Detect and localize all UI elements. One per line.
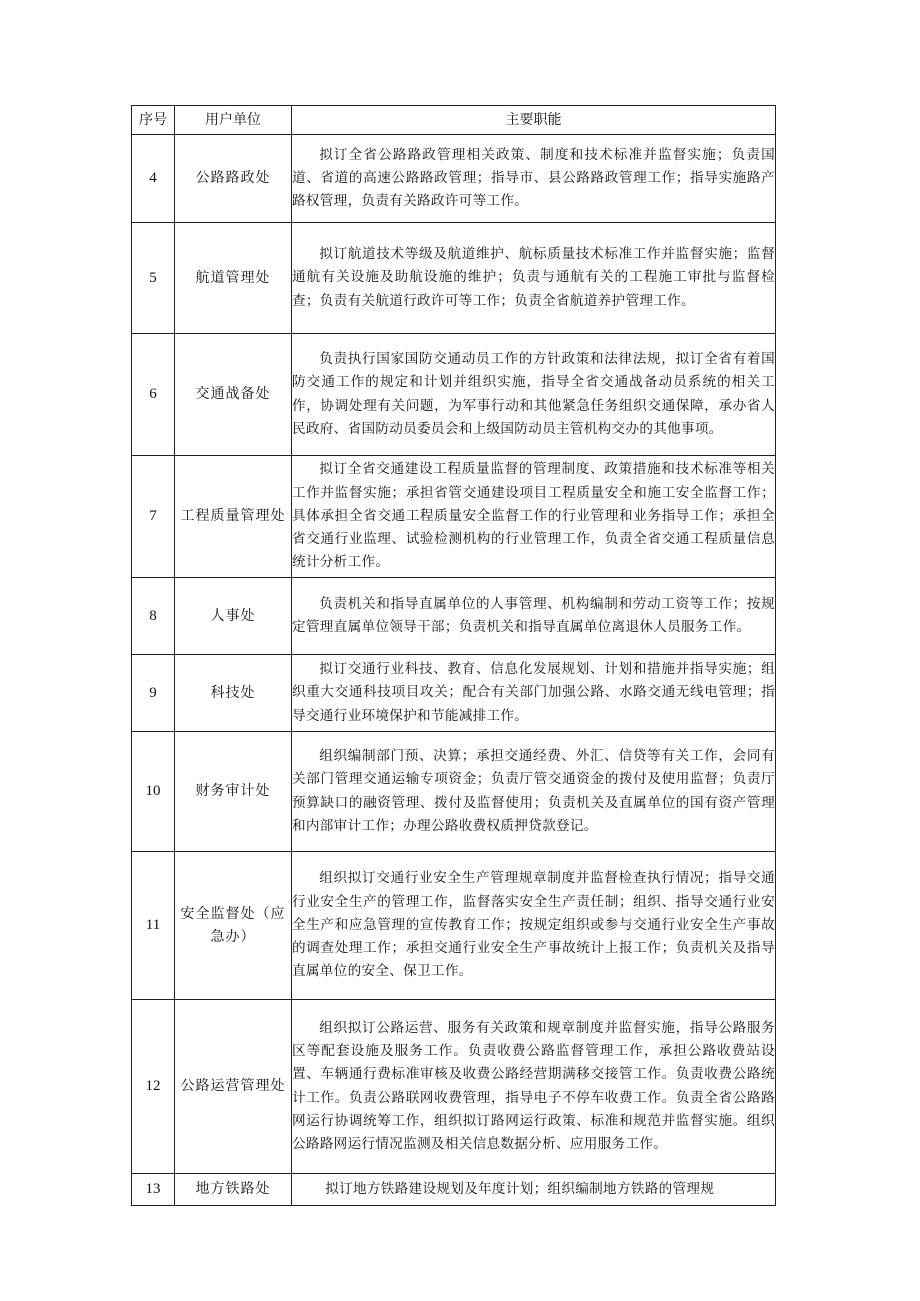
row-unit: 公路路政处 bbox=[175, 135, 292, 223]
table-row bbox=[132, 456, 776, 578]
table-row bbox=[132, 1174, 776, 1206]
table-header-row bbox=[132, 106, 776, 135]
row-duties: 组织编制部门预、决算；承担交通经费、外汇、信贷等有关工作，会同有关部门管理交通运输专项资金；负责厅管交通资金的拨付及使用监督；负责厅预算缺口的融资管理、拨付及监督使用；负责机关及直属单位的国有资产管理和内部审计工作；办理公路收费权质押贷款登记。 bbox=[292, 732, 776, 852]
header-duties: 主要职能 bbox=[292, 106, 776, 135]
row-unit: 航道管理处 bbox=[175, 223, 292, 334]
table-row bbox=[132, 334, 776, 456]
table-row bbox=[132, 223, 776, 334]
row-duties: 拟订交通行业科技、教育、信息化发展规划、计划和措施并指导实施；组织重大交通科技项目攻关；配合有关部门加强公路、水路交通无线电管理；指导交通行业环境保护和节能减排工作。 bbox=[292, 655, 776, 732]
row-index: 4 bbox=[132, 135, 175, 223]
row-index: 9 bbox=[132, 655, 175, 732]
row-unit: 交通战备处 bbox=[175, 334, 292, 456]
row-index: 5 bbox=[132, 223, 175, 334]
table-row bbox=[132, 135, 776, 223]
header-index: 序号 bbox=[132, 106, 175, 135]
table-row bbox=[132, 655, 776, 732]
row-unit: 安全监督处（应急办） bbox=[175, 852, 292, 1000]
row-unit: 科技处 bbox=[175, 655, 292, 732]
table-row bbox=[132, 852, 776, 1000]
row-unit: 地方铁路处 bbox=[175, 1174, 292, 1206]
table-row bbox=[132, 732, 776, 852]
row-index: 10 bbox=[132, 732, 175, 852]
row-duties: 拟订航道技术等级及航道维护、航标质量技术标准工作并监督实施；监督通航有关设施及助航设施的维护；负责与通航有关的工程施工审批与监督检查；负责有关航道行政许可等工作；负责全省航道养护管理工作。 bbox=[292, 223, 776, 334]
row-unit: 财务审计处 bbox=[175, 732, 292, 852]
row-index: 8 bbox=[132, 578, 175, 655]
duties-table bbox=[131, 105, 776, 1206]
row-duties: 组织拟订交通行业安全生产管理规章制度并监督检查执行情况；指导交通行业安全生产的管理工作，监督落实安全生产责任制；组织、指导交通行业安全生产和应急管理的宣传教育工作；按规定组织或参与交通行业安全生产事故的调查处理工作；承担交通行业安全生产事故统计上报工作；负责机关及指导直属单位的安全、保卫工作。 bbox=[292, 852, 776, 1000]
row-duties: 组织拟订公路运营、服务有关政策和规章制度并监督实施，指导公路服务区等配套设施及服务工作。负责收费公路监督管理工作，承担公路收费站设置、车辆通行费标准审核及收费公路经营期满移交接管工作。负责收费公路统计工作。负责公路联网收费管理，指导电子不停车收费工作。负责全省公路路网运行协调统筹工作，组织拟订路网运行政策、标准和规范并监督实施。组织公路路网运行情况监测及相关信息数据分析、应用服务工作。 bbox=[292, 1000, 776, 1174]
table-row bbox=[132, 1000, 776, 1174]
row-duties: 负责执行国家国防交通动员工作的方针政策和法律法规，拟订全省有着国防交通工作的规定和计划并组织实施，指导全省交通战备动员系统的相关工作，协调处理有关问题，为军事行动和其他紧急任务组织交通保障，承办省人民政府、省国防动员委员会和上级国防动员主管机构交办的其他事项。 bbox=[292, 334, 776, 456]
row-index: 13 bbox=[132, 1174, 175, 1206]
row-unit: 人事处 bbox=[175, 578, 292, 655]
row-index: 6 bbox=[132, 334, 175, 456]
row-duties: 拟订全省交通建设工程质量监督的管理制度、政策措施和技术标准等相关工作并监督实施；承担省管交通建设项目工程质量安全和施工安全监督工作；具体承担全省交通工程质量安全监督工作的行业管理和业务指导工作；承担全省交通行业监理、试验检测机构的行业管理工作，负责全省交通工程质量信息统计分析工作。 bbox=[292, 456, 776, 578]
row-duties: 负责机关和指导直属单位的人事管理、机构编制和劳动工资等工作；按规定管理直属单位领导干部；负责机关和指导直属单位离退休人员服务工作。 bbox=[292, 578, 776, 655]
row-unit: 公路运营管理处 bbox=[175, 1000, 292, 1174]
row-duties: 拟订地方铁路建设规划及年度计划；组织编制地方铁路的管理规 bbox=[292, 1174, 776, 1206]
row-unit: 工程质量管理处 bbox=[175, 456, 292, 578]
header-unit: 用户单位 bbox=[175, 106, 292, 135]
row-index: 7 bbox=[132, 456, 175, 578]
table-row bbox=[132, 578, 776, 655]
row-index: 12 bbox=[132, 1000, 175, 1174]
row-index: 11 bbox=[132, 852, 175, 1000]
row-duties: 拟订全省公路路政管理相关政策、制度和技术标准并监督实施；负责国道、省道的高速公路路政管理；指导市、县公路路政管理工作；指导实施路产路权管理，负责有关路政许可等工作。 bbox=[292, 135, 776, 223]
